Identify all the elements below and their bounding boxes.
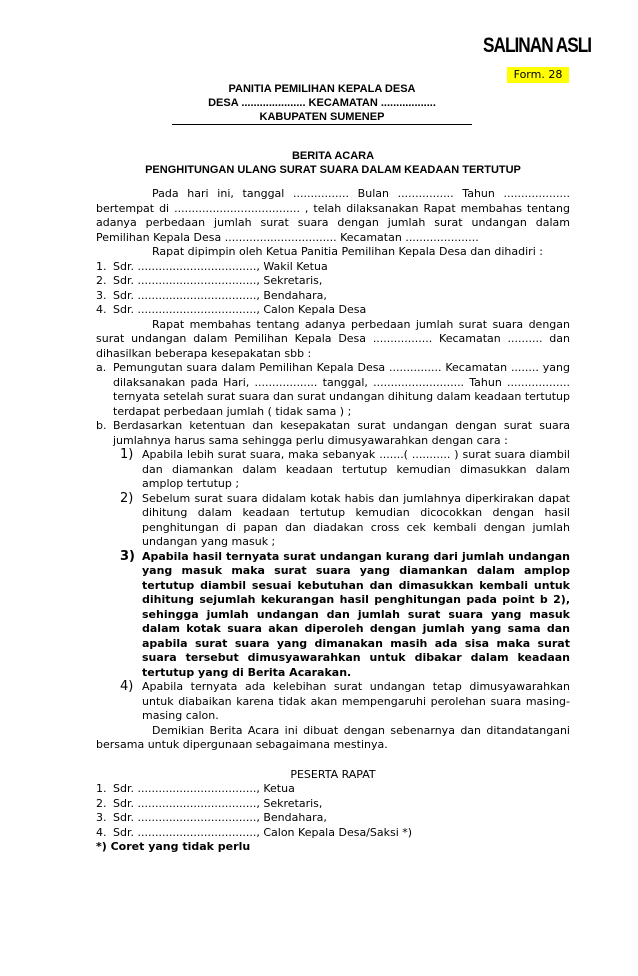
document-subtitle: PENGHITUNGAN ULANG SURAT SUARA DALAM KEADAAN TERTUTUP: [145, 164, 521, 176]
subpoint-text: Sebelum surat suara didalam kotak habis dan jumlahnya diperkirakan dapat dihitung dalam keadaan tertutup kemudian dicocokkan dengan hasil penghitungan di papan dan diadakan cross cek kembali dengan jumlah undangan yang masuk ;: [142, 491, 570, 548]
subpoint-text: Apabila hasil ternyata surat undangan kurang dari jumlah undangan yang masuk maka surat suara yang diamankan dalam amplop tertutup diambil sesuai kebutuhan dan dimasukkan kembali untuk dihitung sejumlah kekurangan hasil penghitungan pada point b 2), sehingga jumlah undangan dan jumlah surat suara yang masuk dalam kotak suara akan diperoleh dengan jumlah yang sama dan apabila surat suara yang dimanakan masih ada sisa maka surat suara tersebut dimusyawarahkan untuk dibakar dalam keadaan tertutup yang di Berita Acarakan.: [142, 549, 570, 679]
list-item: [96, 826, 570, 841]
list-item: [96, 289, 570, 304]
list-item: [113, 550, 570, 681]
subpoint-number: 2): [120, 490, 134, 506]
list-item: [96, 274, 570, 289]
subpoint-text: Apabila lebih surat suara, maka sebanyak .......( ........... ) surat suara diambil dan diamankan dalam keadaan tertutup kemudian dimasukkan dalam amplop tertutup ;: [142, 448, 570, 490]
attendee-text: Sdr. .................................., Bendahara,: [113, 288, 327, 302]
closing-paragraph: Demikian Berita Acara ini dibuat dengan sebenarnya dan ditandatangani bersama untuk dipergunaan sebagaimana mestinya.: [96, 723, 570, 751]
subpoint-number: 1): [120, 447, 134, 462]
attendee-text: Sdr. .................................., Sekretaris,: [113, 274, 323, 287]
header-village: DESA ..................... KECAMATAN ..................: [208, 97, 436, 109]
led-by-paragraph: Rapat dipimpin oleh Ketua Panitia Pemilihan Kepala Desa dan dihadiri :: [152, 245, 543, 258]
participant-text: Sdr. .................................., Bendahara,: [113, 811, 327, 824]
list-item: [113, 492, 570, 550]
document-title: BERITA ACARA: [291, 150, 375, 162]
list-number: 2.: [96, 274, 107, 287]
attendee-text: Sdr. .................................., Calon Kepala Desa: [113, 303, 367, 316]
discussion-paragraph: Rapat membahas tentang adanya perbedaan jumlah surat suara dengan surat undangan dalam Pemilihan Kepala Desa ................. Kecamatan .......... dan dihasilkan beberapa kesepakatan sbb :: [96, 317, 570, 360]
subpoint-number: 4): [120, 679, 134, 694]
header-regency: KABUPATEN SUMENEP: [259, 111, 385, 123]
point-text: Berdasarkan ketentuan dan kesepakatan surat undangan dengan surat suara jumlahnya harus sama sehingga perlu dimusyawarahkan dengan cara :: [113, 419, 570, 447]
list-number: 3.: [96, 811, 107, 824]
point-b: [96, 419, 570, 448]
participant-text: Sdr. .................................., Calon Kepala Desa/Saksi *): [113, 825, 413, 839]
point-text: Pemungutan suara dalam Pemilihan Kepala Desa ............... Kecamatan ........ yang dilaksanakan pada Hari, .................. tanggal, .......................... Tahun .................. ternyata setelah surat suara dan surat undangan dihitung dalam keadaan tertutup terdapat perbedaan jumlah ( tidak sama ) ;: [113, 361, 570, 418]
subpoint-text: Apabila ternyata ada kelebihan surat undangan tetap dimusyawarahkan untuk diabaikan karena tidak akan mempengaruhi perolehan suara masing-masing calon.: [142, 680, 570, 722]
participants-title: PESERTA RAPAT: [290, 767, 376, 781]
list-number: 4.: [96, 303, 107, 316]
list-number: 1.: [96, 782, 107, 795]
document-body: [96, 187, 570, 855]
header-committee: PANITIA PEMILIHAN KEPALA DESA: [228, 83, 416, 95]
participant-text: Sdr. .................................., Ketua: [113, 782, 295, 795]
list-item: [96, 811, 570, 826]
participant-text: Sdr. .................................., Sekretaris,: [113, 796, 323, 810]
header-divider: [172, 124, 472, 125]
list-item: [96, 782, 570, 797]
attendee-list: [96, 260, 570, 318]
list-number: 3.: [96, 288, 107, 302]
list-item: [113, 448, 570, 492]
point-a: [96, 361, 570, 419]
list-number: 2.: [96, 796, 107, 810]
list-number: 1.: [96, 259, 107, 273]
list-number: 4.: [96, 825, 107, 839]
list-item: [113, 680, 570, 724]
attendee-text: Sdr. .................................., Wakil Ketua: [113, 259, 328, 273]
point-label: a.: [96, 361, 107, 374]
form-number-badge: Form. 28: [507, 67, 569, 83]
point-label: b.: [96, 419, 107, 432]
opening-paragraph: Pada hari ini, tanggal ................ Bulan ................ Tahun ................... bertempat di .................................... , telah dilaksanakan Rapat membahas tentang adanya perbedaan jumlah surat suara dengan jumlah surat undangan dalam Pemilihan Kepala Desa ................................ Kecamatan .....................: [96, 187, 570, 244]
participant-list: [96, 782, 570, 840]
list-item: [96, 797, 570, 812]
list-item: [96, 303, 570, 318]
footnote: *) Coret yang tidak perlu: [96, 840, 251, 853]
subpoint-list: [96, 448, 570, 724]
salinan-asli-stamp: SALINAN ASLI: [483, 34, 592, 57]
subpoint-number: 3): [120, 548, 135, 564]
list-item: [96, 260, 570, 275]
